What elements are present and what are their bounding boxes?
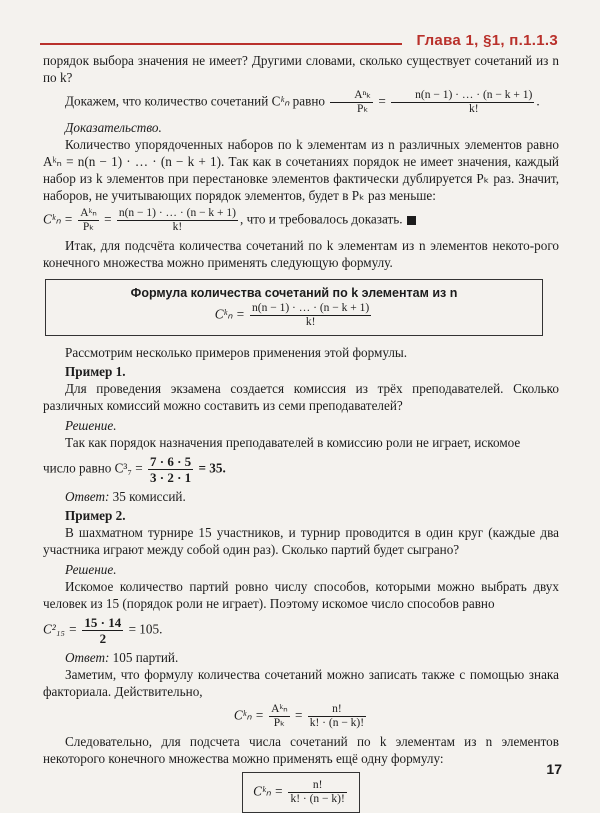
example-1-title: Пример 1. — [65, 364, 126, 379]
paragraph-conclusion: Следовательно, для подсчета числа сочетаний по k элементам из n элементов некоторого конечного множества можно применять ещё одну формулу: — [43, 734, 559, 766]
example-1-text: Для проведения экзамена создается комиссия из трёх преподавателей. Сколько различных комиссий можно составить из семи преподавателей? — [43, 381, 559, 413]
qed-square-icon — [407, 216, 416, 225]
fraction-falling-factorial: $\frac{n(n - 1) \cdot \dots \cdot (n - k + 1)}{k!}$ — [391, 89, 534, 116]
example-1-formula: число равно C³₇ = $\frac{7 \cdot 6 \cdot 5}{3 \cdot 2 \cdot 1}$ = 35. — [43, 454, 226, 485]
formula-proof: Cᵏₙ = $\frac{\text{Aᵏₙ}}{\text{Pₖ}}$ = $\frac{n(n - 1) \cdot \dots \cdot (n - k + 1)}{k!}$ , что и требовалось доказать. — [43, 207, 559, 234]
page-number: 17 — [546, 761, 562, 777]
example-2-formula: C²₁₅ = $\frac{15 \cdot 14}{2}$ = 105. — [43, 615, 163, 646]
paragraph-summary: Итак, для подсчёта количества сочетаний по k элементам из n элементов некото-рого конечного множества можно применять следующую формулу. — [43, 238, 559, 270]
header-rule — [40, 43, 402, 45]
paragraph-factorial-note: Заметим, что формулу количества сочетаний можно записать также с помощью знака факториала. Действительно, — [43, 667, 559, 699]
paragraph-proof: Количество упорядоченных наборов по k элементам из n различных элементов равно Aᵏₙ = n(n − 1) · … · (n − k + 1). Так как в сочетаниях порядок не имеет значения, каждый набор из k элементов при перестановке элементов фактически дублируется Pₖ раз. Значит, наборов, не учитывающих порядок элементов, будет в Pₖ раз меньше: — [43, 137, 559, 203]
example-1-answer: Ответ: 35 комиссий. — [65, 489, 186, 504]
formula-box-title: Формула количества сочетаний по k элементам из n — [130, 286, 458, 300]
formula-box — [45, 279, 543, 336]
fraction-a-over-p: $\frac{\text{Aⁿₖ}}{\text{Pₖ}}$ — [330, 89, 373, 116]
formula-factorial: Cᵏₙ = $\frac{\text{Aᵏₙ}}{\text{Pₖ}}$ = $\frac{n!}{k! \cdot (n - k)!}$ — [233, 703, 365, 729]
paragraph-examples-intro: Рассмотрим несколько примеров применения этой формулы. — [65, 345, 408, 360]
chapter-header: Глава 1, §1, п.1.1.3 — [416, 32, 558, 49]
example-2-title: Пример 2. — [65, 508, 126, 523]
example-2-solution-label: Решение. — [65, 562, 117, 577]
page-content — [43, 52, 559, 813]
paragraph-intro: порядок выбора значения не имеет? Другими словами, сколько существует сочетаний из n по k? — [43, 53, 559, 85]
example-1-solution-label: Решение. — [65, 418, 117, 433]
example-2-answer: Ответ: 105 партий. — [65, 650, 179, 665]
example-2-text: В шахматном турнире 15 участников, и турнир проводится в один круг (каждые два участника играют между собой один раз). Сколько партий будет сыграно? — [43, 525, 559, 557]
formula-box-2: Cᵏₙ = $\frac{n!}{k! \cdot (n - k)!}$ — [242, 772, 360, 813]
paragraph-claim: Докажем, что количество сочетаний Cᵏₙ равно $\frac{\text{Aⁿₖ}}{\text{Pₖ}}$ = $\frac{n(n - 1) \cdot \dots \cdot (n - k + 1)}{k!}$ . — [65, 89, 540, 115]
formula-box-expression: Cᵏₙ = $\frac{n(n - 1) \cdot \dots \cdot (n - k + 1)}{k!}$ — [214, 302, 370, 328]
example-1-solution: Так как порядок назначения преподавателей в комиссию роли не играет, искомое — [65, 435, 521, 450]
formula-box-2-wrap — [43, 772, 559, 813]
proof-label: Доказательство. — [65, 120, 162, 135]
example-2-solution: Искомое количество партий ровно числу способов, которыми можно выбрать двух человек из 15 (порядок роли не играет). Поэтому искомое число способов равно — [43, 579, 559, 611]
